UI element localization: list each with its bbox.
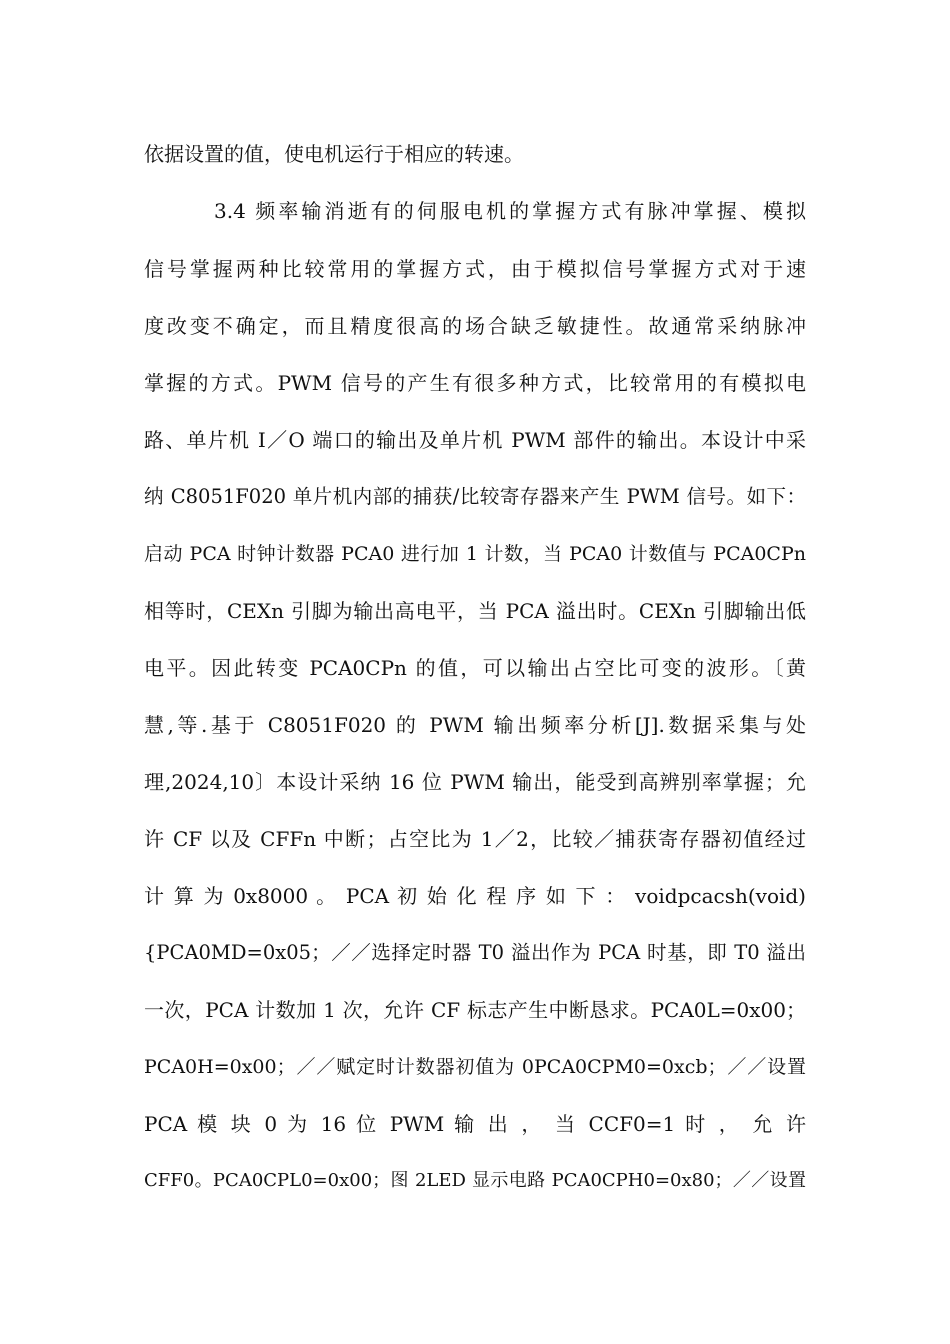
text-line-5: 掌握的方式。PWM 信号的产生有很多种方式，比较常用的有模拟电 — [144, 371, 806, 395]
text-line-2: 3.4 频率输消逝有的伺服电机的掌握方式有脉冲掌握、模拟 — [214, 199, 806, 223]
text-line-15: {PCA0MD=0x05；／／选择定时器 T0 溢出作为 PCA 时基，即 T0 溢出 — [144, 941, 806, 964]
text-line-12: 理,2024,10〕本设计采纳 16 位 PWM 输出，能受到高辨别率掌握；允 — [144, 770, 806, 794]
text-line-17: PCA0H=0x00；／／赋定时计数器初值为 0PCA0CPM0=0xcb；／／设置 — [144, 1056, 806, 1078]
text-line-6: 路、单片机 I／O 端口的输出及单片机 PWM 部件的输出。本设计中采 — [144, 428, 806, 452]
text-line-7: 纳 C8051F020 单片机内部的捕获/比较寄存器来产生 PWM 信号。如下： — [144, 485, 806, 508]
text-line-4: 度改变不确定，而且精度很高的场合缺乏敏捷性。故通常采纳脉冲 — [144, 314, 806, 338]
text-line-9: 相等时，CEXn 引脚为输出高电平，当 PCA 溢出时。CEXn 引脚输出低 — [144, 599, 806, 623]
text-line-19: CFF0。PCA0CPL0=0x00；图 2LED 显示电路 PCA0CPH0=0x80；／／设置 — [144, 1170, 806, 1191]
text-line-11: 慧,等.基于 C8051F020 的 PWM 输出频率分析[J].数据采集与处 — [144, 713, 806, 737]
text-line-18: PCA 模 块 0 为 16 位 PWM 输 出 ， 当 CCF0=1 时 ， 允 许 — [144, 1112, 806, 1136]
text-line-8: 启动 PCA 时钟计数器 PCA0 进行加 1 计数，当 PCA0 计数值与 PCA0CPn — [144, 543, 806, 565]
text-line-3: 信号掌握两种比较常用的掌握方式，由于模拟信号掌握方式对于速 — [144, 257, 806, 281]
text-line-10: 电平。因此转变 PCA0CPn 的值，可以输出占空比可变的波形。〔黄 — [144, 656, 806, 680]
text-line-16: 一次，PCA 计数加 1 次，允许 CF 标志产生中断恳求。PCA0L=0x00； — [144, 998, 806, 1022]
text-line-13: 许 CF 以及 CFFn 中断；占空比为 1／2，比较／捕获寄存器初值经过 — [144, 827, 806, 851]
text-line-1: 依据设置的值，使电机运行于相应的转速。 — [144, 142, 524, 166]
text-line-14: 计 算 为 0x8000 。 PCA 初 始 化 程 序 如 下 ： voidpcacsh(void) — [144, 884, 806, 908]
